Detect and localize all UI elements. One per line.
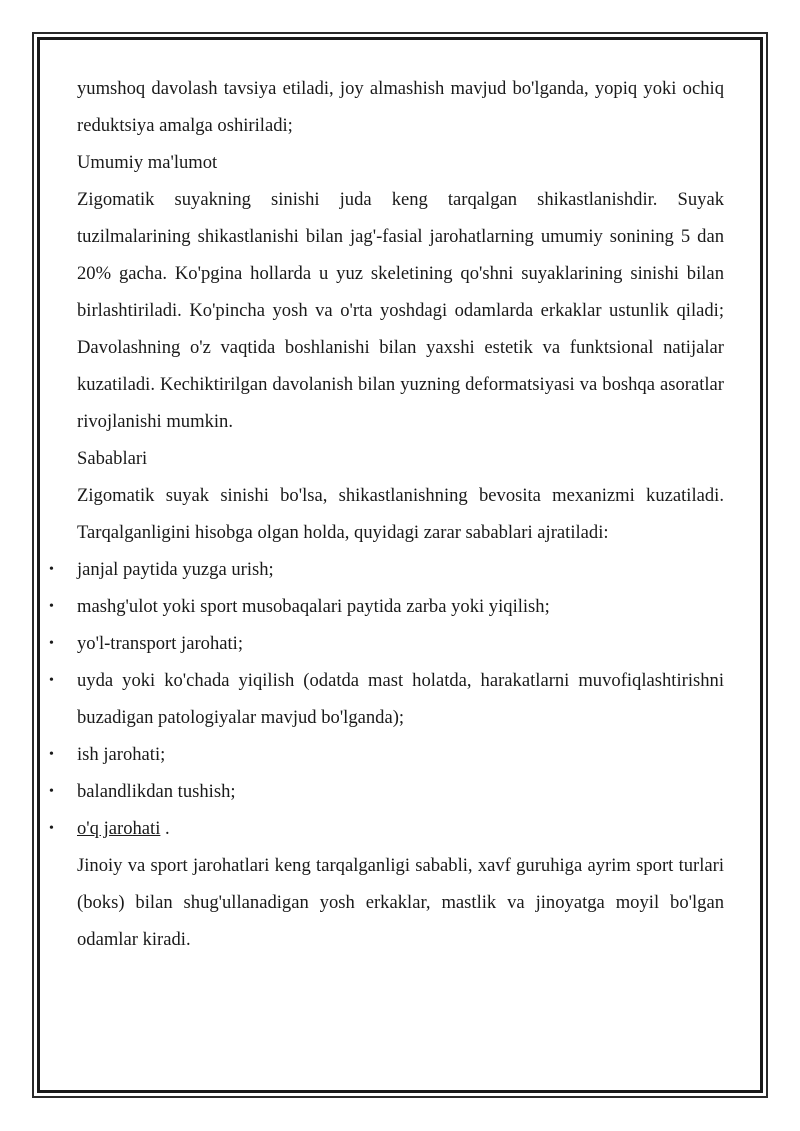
bullet-icon: • (49, 599, 54, 614)
list-item (49, 551, 724, 588)
bullet-icon: • (49, 784, 54, 799)
list-item (49, 625, 724, 662)
section-heading-causes: Sabablari (77, 448, 148, 469)
closing-paragraph: Jinoiy va sport jarohatlari keng tarqalganligi sababli, xavf guruhiga ayrim sport turlari (boks) bilan shug'ullanadigan yosh erkaklar, mastlik va jinoyatga moyil bo'lgan odamlar kiradi. (77, 855, 724, 950)
general-info-paragraph: Zigomatik suyakning sinishi juda keng tarqalgan shikastlanishdir. Suyak tuzilmalarining shikastlanishi bilan jag'-fasial jarohatlarning umumiy sonining 5 dan 20% gacha. Ko'pgina hollarda u yuz skeletining qo'shni suyaklarining sinishi bilan birlashtiriladi. Ko'pincha yosh va o'rta yoshdagi odamlarda erkaklar ustunlik qiladi; Davolashning o'z vaqtida boshlanishi bilan yaxshi estetik va funktsional natijalar kuzatiladi. Kechiktirilgan davolanish bilan yuzning deformatsiyasi va boshqa asoratlar rivojlanishi mumkin. (77, 189, 724, 432)
list-item-text: janjal paytida yuzga urish; (77, 559, 274, 580)
bullet-icon: • (49, 636, 54, 651)
list-item (49, 662, 724, 736)
causes-list (49, 551, 724, 847)
causes-intro-paragraph: Zigomatik suyak sinishi bo'lsa, shikastlanishning bevosita mexanizmi kuzatiladi. Tarqalganligini hisobga olgan holda, quyidagi zarar sabablari ajratiladi: (77, 485, 724, 543)
list-item-text: uyda yoki ko'chada yiqilish (odatda mast holatda, harakatlarni muvofiqlashtirishni buzadigan patologiyalar mavjud bo'lganda); (77, 670, 724, 728)
list-item (49, 736, 724, 773)
bullet-icon: • (49, 562, 54, 577)
list-item-text: ish jarohati; (77, 744, 166, 765)
list-item (49, 810, 724, 847)
section-heading-general-info: Umumiy ma'lumot (77, 152, 218, 173)
intro-paragraph: yumshoq davolash tavsiya etiladi, joy almashish mavjud bo'lganda, yopiq yoki ochiq reduktsiya amalga oshiriladi; (77, 78, 724, 136)
bullet-icon: • (49, 747, 54, 762)
bullet-icon: • (49, 821, 54, 836)
list-item-text: balandlikdan tushish; (77, 781, 236, 802)
document-body (49, 70, 724, 958)
bullet-icon: • (49, 673, 54, 688)
list-item (49, 588, 724, 625)
gunshot-wound-link[interactable]: o'q jarohati (77, 818, 161, 839)
list-item-text: yo'l-transport jarohati; (77, 633, 244, 654)
list-item-suffix: . (160, 818, 170, 839)
list-item (49, 773, 724, 810)
list-item-text: mashg'ulot yoki sport musobaqalari paytida zarba yoki yiqilish; (77, 596, 550, 617)
